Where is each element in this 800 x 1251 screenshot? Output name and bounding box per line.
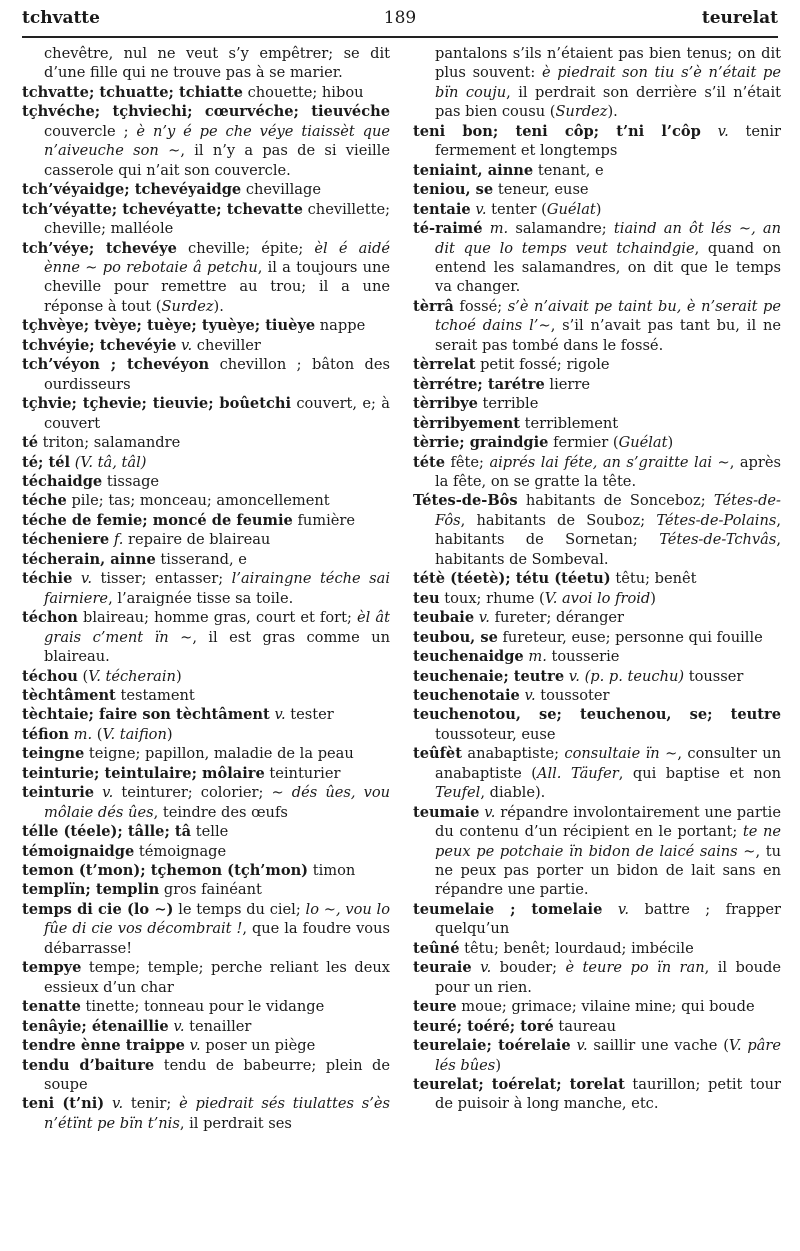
headword: teniaint, ainne bbox=[413, 161, 534, 179]
dictionary-entry bbox=[413, 453, 781, 492]
dictionary-entry bbox=[22, 1094, 390, 1133]
italic-text: v. bbox=[173, 1017, 185, 1035]
definition-text: tenir; bbox=[123, 1095, 180, 1113]
page-number: 189 bbox=[383, 8, 417, 28]
dictionary-entry bbox=[22, 783, 390, 822]
dictionary-entry bbox=[22, 1036, 390, 1055]
italic-text: è n’y é pe che véye tiaissèt que n’aiveuche son ∼ bbox=[44, 122, 390, 160]
headword: tèrrâ bbox=[413, 297, 454, 315]
dictionary-entry bbox=[413, 491, 781, 569]
headword: téche de femie; moncé de feumie bbox=[22, 511, 293, 529]
headword: tèrrelat bbox=[413, 356, 476, 374]
definition-text: cheviller bbox=[192, 336, 261, 354]
dictionary-entry bbox=[413, 122, 781, 161]
dictionary-entry bbox=[22, 316, 390, 335]
headword: téchon bbox=[22, 609, 78, 627]
definition-text: teinturer; colorier; bbox=[113, 784, 272, 802]
dictionary-entry bbox=[413, 608, 781, 627]
dictionary-entry bbox=[413, 744, 781, 802]
definition-text: habitants de Sonceboz; bbox=[517, 492, 714, 510]
dictionary-entry bbox=[413, 219, 781, 297]
italic-text: è piedrait sés tiulattes s’ès n’étïnt pe bïn t’nis bbox=[44, 1095, 390, 1132]
dictionary-entry bbox=[22, 491, 390, 510]
headword: teinturie; teintulaire; môlaire bbox=[22, 764, 265, 782]
headword: teniou, se bbox=[413, 181, 494, 199]
headword: tèrribyement bbox=[413, 414, 520, 432]
definition-text: tenir fermement et longtemps bbox=[435, 122, 782, 160]
definition-text: ( bbox=[92, 725, 103, 743]
definition-text: teigne; papillon, maladie de la peau bbox=[84, 745, 354, 763]
definition-text: taureau bbox=[553, 1017, 617, 1035]
definition-text: telle bbox=[191, 823, 229, 841]
headword: tèrrie; graindgie bbox=[413, 434, 549, 452]
dictionary-entry bbox=[413, 375, 781, 394]
dictionary-entry bbox=[22, 102, 390, 180]
dictionary-entry bbox=[413, 647, 781, 666]
definition-text: , il perdrait ses bbox=[179, 1114, 292, 1132]
definition-text: tisser; entasser; bbox=[92, 570, 232, 588]
definition-text bbox=[701, 123, 718, 140]
definition-text: , tu ne peux pas porter un bidon de lait sans en répandre une partie. bbox=[435, 842, 782, 899]
definition-text: couvercle ; bbox=[44, 122, 137, 140]
headword: tch’véyon ; tchevéyon bbox=[22, 356, 210, 374]
italic-text: è piedrait son tiu s’è n’était pe bïn couju bbox=[435, 64, 781, 101]
definition-text: , qui baptise et non bbox=[618, 764, 781, 782]
dictionary-entry bbox=[22, 394, 390, 433]
dictionary-entry bbox=[413, 394, 781, 413]
italic-text: V. taifion bbox=[102, 725, 167, 743]
definition-text: , s’il n’avait pas tant bu, il ne serait pas tombé dans le fossé. bbox=[435, 317, 781, 354]
definition-text: triton; salamandre bbox=[38, 434, 181, 452]
definition-text: bouder; bbox=[491, 959, 566, 977]
definition-text: fumière bbox=[292, 511, 356, 529]
italic-text: Guélat bbox=[546, 200, 596, 218]
headword: teni bon; teni côp; t’ni l’côp bbox=[413, 122, 701, 140]
dictionary-entry bbox=[22, 453, 390, 472]
italic-text: v. bbox=[484, 803, 496, 821]
dictionary-entry bbox=[22, 200, 390, 239]
definition-text: ) bbox=[650, 589, 656, 607]
headword: teuchenotou, se; teuchenou, se; teutre bbox=[413, 706, 781, 724]
headword: tempye bbox=[22, 959, 82, 977]
dictionary-entry bbox=[413, 939, 781, 958]
definition-text: , habitants de Sornetan; bbox=[435, 511, 781, 549]
headword: teuchenaidge bbox=[413, 648, 524, 666]
headword: teumaie bbox=[413, 803, 480, 821]
italic-text: Teufel bbox=[435, 784, 481, 802]
definition-text: chevillage bbox=[241, 181, 321, 199]
italic-text: V. pâre lés bûes bbox=[435, 1037, 782, 1074]
headword: té-raimé bbox=[413, 220, 483, 238]
definition-text: répandre involontairement une partie du contenu d’un récipient en le portant; bbox=[435, 803, 781, 841]
dictionary-entry bbox=[22, 83, 390, 102]
definition-text: , teindre des œufs bbox=[153, 803, 288, 821]
headword: tendre ènne traippe bbox=[22, 1037, 185, 1055]
definition-text: chevillette; cheville; malléole bbox=[44, 200, 390, 238]
definition-text: ( bbox=[77, 667, 89, 685]
definition-text: poser un piège bbox=[200, 1037, 316, 1055]
definition-text: chevêtre, nul ne veut s’y empêtrer; se dit d’une fille qui ne trouve pas à se marier. bbox=[44, 45, 390, 82]
definition-text: gros fainéant bbox=[159, 881, 262, 899]
italic-text: v. bbox=[478, 609, 490, 627]
italic-text: v. bbox=[475, 200, 487, 218]
headword: teuré; toéré; toré bbox=[413, 1017, 554, 1035]
headword: téchou bbox=[22, 667, 78, 685]
italic-text: m. bbox=[489, 220, 509, 238]
italic-text: v. bbox=[102, 784, 114, 802]
dictionary-entry bbox=[22, 180, 390, 199]
definition-text: timon bbox=[308, 862, 356, 880]
italic-text: Surdez bbox=[161, 297, 214, 315]
definition-text: teinturier bbox=[264, 764, 341, 782]
dictionary-entry bbox=[413, 997, 781, 1016]
definition-text: moue; grimace; vilaine mine; qui boude bbox=[456, 998, 755, 1016]
dictionary-entry bbox=[413, 1036, 781, 1075]
header-rule bbox=[22, 36, 778, 38]
headword: tchvéyie; tchevéyie bbox=[22, 336, 177, 354]
italic-text: Tétes-de-Polains bbox=[656, 511, 777, 529]
italic-text: v. bbox=[524, 686, 536, 704]
dictionary-entry bbox=[413, 589, 781, 608]
definition-text bbox=[472, 959, 480, 976]
dictionary-entry bbox=[413, 355, 781, 374]
dictionary-entry bbox=[413, 667, 781, 686]
headword: teure bbox=[413, 998, 457, 1016]
headword: teuchenotaie bbox=[413, 686, 520, 704]
italic-text: v. bbox=[576, 1037, 588, 1055]
definition-text: , il boude pour un rien. bbox=[435, 959, 781, 996]
italic-text: v. (p. p. teuchu) bbox=[568, 667, 685, 685]
headword: tèrrétre; tarétre bbox=[413, 375, 545, 393]
dictionary-entry bbox=[22, 1056, 390, 1095]
definition-text: salamandre; bbox=[508, 220, 614, 238]
italic-text: v. bbox=[717, 122, 729, 140]
headword: tèchtâment bbox=[22, 686, 116, 704]
definition-text: repaire de blaireau bbox=[123, 531, 271, 549]
headword: téchaidge bbox=[22, 472, 103, 490]
dictionary-entry bbox=[22, 239, 390, 317]
headword: té; tél bbox=[22, 453, 71, 471]
definition-text: battre ; frapper quelqu’un bbox=[435, 900, 782, 938]
italic-text: èl ât grais c’ment ïn ∼ bbox=[44, 609, 390, 646]
italic-text: v. bbox=[617, 900, 629, 918]
dictionary-entry bbox=[22, 1017, 390, 1036]
definition-text: tenailler bbox=[184, 1017, 252, 1035]
italic-text: v. bbox=[480, 959, 492, 977]
dictionary-entry bbox=[22, 958, 390, 997]
italic-text: Tétes-de-Fôs bbox=[435, 492, 781, 529]
definition-text: tenant, e bbox=[533, 161, 604, 179]
definition-text: toussoteur, euse bbox=[435, 725, 556, 743]
italic-text: m. bbox=[73, 725, 93, 743]
definition-text: , habitants de Souboz; bbox=[460, 511, 657, 529]
dictionary-entry bbox=[413, 1017, 781, 1036]
dictionary-entry bbox=[413, 686, 781, 705]
dictionary-entry bbox=[413, 297, 781, 355]
dictionary-entry bbox=[22, 764, 390, 783]
definition-text: testament bbox=[115, 686, 195, 704]
dictionary-entry bbox=[413, 200, 781, 219]
italic-text: Guélat bbox=[618, 434, 668, 452]
definition-text: fermier ( bbox=[548, 434, 619, 452]
definition-text: pile; tas; monceau; amoncellement bbox=[66, 492, 330, 510]
dictionary-entry bbox=[22, 725, 390, 744]
dictionary-entry bbox=[22, 744, 390, 763]
italic-text: lo ∼, vou lo fûe di cie vos décombrait ! bbox=[44, 900, 390, 938]
headword: teurelaie; toérelaie bbox=[413, 1037, 571, 1055]
headword: teu bbox=[413, 589, 440, 607]
headword: tentaie bbox=[413, 200, 471, 218]
headword: tçhvèye; tvèye; tuèye; tyuèye; tiuèye bbox=[22, 317, 316, 335]
headword: teingne bbox=[22, 745, 85, 763]
italic-text: èl é aidé ènne ∼ po rebotaie â petchu bbox=[44, 239, 390, 276]
dictionary-entry bbox=[413, 569, 781, 588]
dictionary-entry bbox=[22, 530, 390, 549]
dictionary-entry bbox=[22, 822, 390, 841]
definition-text: fête; bbox=[445, 453, 490, 471]
italic-text: V. avoi lo froid bbox=[544, 589, 651, 607]
headword: tèrribye bbox=[413, 395, 478, 413]
definition-text: ) bbox=[595, 200, 602, 218]
definition-text: tisserand, e bbox=[155, 550, 247, 568]
italic-text: Surdez bbox=[555, 103, 608, 121]
italic-text: V. técherain bbox=[88, 667, 176, 685]
dictionary-entry bbox=[22, 355, 390, 394]
definition-text: , que la foudre vous débarrasse! bbox=[44, 920, 390, 957]
headword: teni (t’ni) bbox=[22, 1095, 105, 1113]
dictionary-entry bbox=[22, 880, 390, 899]
headword: témoignaidge bbox=[22, 842, 135, 860]
definition-text: chevillon ; bâton des ourdisseurs bbox=[44, 356, 390, 393]
italic-text: aiprés lai féte, an s’graitte lai ∼ bbox=[489, 453, 730, 471]
definition-text: toussoter bbox=[535, 686, 610, 704]
headword: tchvatte; tchuatte; tchiatte bbox=[22, 83, 243, 101]
definition-text: , consulter un anabaptiste ( bbox=[435, 745, 782, 782]
header-last-headword: teurelat bbox=[701, 8, 778, 28]
italic-text: m. bbox=[528, 648, 547, 666]
definition-text bbox=[72, 570, 81, 587]
headword: tch’véyatte; tchevéyatte; tchevatte bbox=[22, 200, 303, 218]
dictionary-entry bbox=[413, 705, 781, 744]
definition-text: taurillon; petit tour de puisoir à long manche, etc. bbox=[435, 1076, 781, 1113]
dictionary-entry bbox=[22, 550, 390, 569]
italic-text: v. bbox=[181, 336, 193, 354]
definition-text: saillir une vache ( bbox=[587, 1037, 729, 1055]
definition-text: tendu de babeurre; plein de soupe bbox=[44, 1056, 390, 1094]
headword: teumelaie ; tomelaie bbox=[413, 900, 603, 918]
definition-text: anabaptiste; bbox=[461, 745, 565, 763]
italic-text: Tétes-de-Tchvâs bbox=[659, 531, 777, 549]
italic-text: All. Täufer bbox=[536, 764, 619, 782]
definition-text bbox=[602, 901, 617, 918]
dictionary-entry bbox=[22, 900, 390, 958]
dictionary-entry bbox=[22, 511, 390, 530]
dictionary-entry bbox=[22, 686, 390, 705]
headword: temon (t’mon); tçhemon (tçh’mon) bbox=[22, 862, 309, 880]
definition-text: tempe; temple; perche reliant les deux essieux d’un char bbox=[44, 959, 390, 996]
headword: teûfèt bbox=[413, 745, 462, 763]
dictionary-entry bbox=[22, 569, 390, 608]
italic-text: v. bbox=[274, 706, 286, 724]
italic-text: f. bbox=[113, 531, 124, 549]
dictionary-entry bbox=[413, 161, 781, 180]
definition-text: , il a toujours une cheville pour remettre au trou; il a une réponse à tout ( bbox=[44, 258, 391, 315]
headword: tenatte bbox=[22, 998, 81, 1016]
definition-text: ). bbox=[607, 103, 618, 121]
definition-text: tousser bbox=[684, 667, 744, 685]
definition-text: terriblement bbox=[520, 414, 619, 432]
dictionary-entry-continuation bbox=[22, 44, 390, 83]
headword: teinturie bbox=[22, 784, 95, 802]
dictionary-entry bbox=[413, 1075, 781, 1114]
definition-text bbox=[94, 784, 102, 801]
definition-text: nappe bbox=[315, 317, 366, 335]
definition-text: , il n’y a pas de si vieille casserole qui n’ait son couvercle. bbox=[44, 142, 390, 179]
italic-text: ∼ dés ûes, vou môlaie dés ûes bbox=[44, 784, 391, 821]
definition-text: tinette; tonneau pour le vidange bbox=[80, 998, 325, 1016]
definition-text: le temps du ciel; bbox=[173, 900, 306, 918]
definition-text: têtu; benêt; lourdaud; imbécile bbox=[459, 939, 694, 957]
headword: templïn; templin bbox=[22, 881, 160, 899]
headword: teûné bbox=[413, 939, 460, 957]
headword: télle (téele); tâlle; tâ bbox=[22, 823, 192, 841]
definition-text: têtu; benêt bbox=[610, 570, 697, 588]
italic-text: v. bbox=[189, 1037, 201, 1055]
left-column bbox=[22, 44, 390, 1133]
headword: temps di cie (lo ∼) bbox=[22, 900, 174, 918]
headword: tétè (téetè); tétu (téetu) bbox=[413, 570, 611, 588]
definition-text: tenter ( bbox=[486, 200, 547, 218]
headword: teubou, se bbox=[413, 628, 498, 646]
definition-text bbox=[104, 1095, 112, 1112]
definition-text: chouette; hibou bbox=[242, 83, 364, 101]
dictionary-entry bbox=[413, 900, 781, 939]
definition-text: témoignage bbox=[134, 842, 227, 860]
definition-text: , il est gras comme un blaireau. bbox=[44, 628, 390, 666]
definition-text: , quand on entend les salamandres, on dit que le temps va changer. bbox=[435, 239, 781, 296]
headword: tèchtaie; faire son tèchtâment bbox=[22, 706, 270, 724]
headword: técherain, ainne bbox=[22, 550, 156, 568]
definition-text: ) bbox=[166, 725, 173, 743]
definition-text: tousserie bbox=[546, 648, 620, 666]
dictionary-entry bbox=[22, 842, 390, 861]
definition-text: terrible bbox=[477, 395, 539, 413]
right-column bbox=[413, 44, 781, 1114]
dictionary-entry bbox=[413, 958, 781, 997]
definition-text: teneur, euse bbox=[493, 181, 589, 199]
definition-text: ) bbox=[175, 667, 182, 685]
dictionary-entry bbox=[22, 472, 390, 491]
definition-text: couvert, e; à couvert bbox=[44, 395, 390, 432]
headword: teuchenaie; teutre bbox=[413, 667, 565, 685]
running-header bbox=[22, 8, 778, 38]
definition-text: , diable). bbox=[480, 784, 546, 802]
dictionary-entry bbox=[22, 608, 390, 666]
headword: tenâyie; étenaillie bbox=[22, 1017, 169, 1035]
headword: téchie bbox=[22, 570, 73, 588]
headword: tçhvie; tçhevie; tieuvie; boûetchi bbox=[22, 395, 291, 413]
definition-text: toux; rhume ( bbox=[439, 589, 545, 607]
headword: té bbox=[22, 434, 39, 452]
definition-text bbox=[483, 220, 490, 237]
definition-text: , il perdrait son derrière s’il n’était pas bien cousu ( bbox=[435, 83, 781, 121]
dictionary-entry bbox=[413, 180, 781, 199]
definition-text: ) bbox=[667, 434, 674, 452]
headword: tch’véye; tchevéye bbox=[22, 239, 177, 257]
italic-text: v. bbox=[111, 1095, 124, 1113]
definition-text: cheville; épite; bbox=[176, 239, 315, 257]
dictionary-entry bbox=[413, 803, 781, 900]
dictionary-entry bbox=[413, 414, 781, 433]
definition-text: , après la fête, on se gratte la tête. bbox=[435, 453, 781, 490]
definition-text: blaireau; homme gras, court et fort; bbox=[77, 609, 357, 627]
dictionary-entry bbox=[413, 628, 781, 647]
headword: tçhvéche; tçhviechi; cœurvéche; tieuvéche bbox=[22, 103, 390, 121]
definition-text: ) bbox=[495, 1056, 502, 1074]
dictionary-entry bbox=[22, 705, 390, 724]
headword: teuraie bbox=[413, 959, 472, 977]
italic-text: v. bbox=[80, 570, 93, 588]
dictionary-entry bbox=[22, 667, 390, 686]
header-first-headword: tchvatte bbox=[22, 8, 100, 28]
italic-text: tiaind an ôt lés ∼, an dit que lo temps veut tchaindgie bbox=[435, 220, 781, 257]
definition-text: petit fossé; rigole bbox=[475, 356, 610, 374]
dictionary-entry-continuation bbox=[413, 44, 781, 122]
headword: tendu d’baiture bbox=[22, 1056, 155, 1074]
definition-text: ). bbox=[213, 297, 224, 315]
headword: teubaie bbox=[413, 609, 475, 627]
definition-text: , habitants de Sombeval. bbox=[435, 531, 781, 568]
definition-text: pantalons s’ils n’étaient pas bien tenus; on dit plus souvent: bbox=[435, 45, 781, 82]
headword: tch’véyaidge; tchevéyaidge bbox=[22, 181, 242, 199]
dictionary-entry bbox=[22, 997, 390, 1016]
italic-text: è teure po ïn ran bbox=[565, 959, 705, 977]
dictionary-entry bbox=[22, 433, 390, 452]
definition-text: fureteur, euse; personne qui fouille bbox=[497, 628, 763, 646]
italic-text: (V. tâ, tâl) bbox=[74, 453, 147, 471]
headword: téfion bbox=[22, 725, 69, 743]
definition-text: , l’araignée tisse sa toile. bbox=[108, 589, 294, 607]
definition-text: tester bbox=[285, 706, 334, 724]
dictionary-entry bbox=[413, 433, 781, 452]
headword: téte bbox=[413, 453, 446, 471]
headword: Tétes-de-Bôs bbox=[413, 492, 518, 510]
italic-text: s’è n’aivait pe taint bu, è n’serait pe tchoé dains l’∼ bbox=[435, 297, 781, 335]
headword: teurelat; toérelat; torelat bbox=[413, 1076, 625, 1094]
definition-text: tissage bbox=[102, 472, 160, 490]
dictionary-entry bbox=[22, 861, 390, 880]
italic-text: l’airaingne téche sai fairniere bbox=[44, 570, 391, 607]
definition-text: fossé; bbox=[453, 297, 508, 315]
italic-text: te ne peux pe potchaie ïn bidon de laicé sains ∼ bbox=[435, 823, 782, 860]
italic-text: consultaie ïn ∼ bbox=[564, 745, 678, 763]
headword: técheniere bbox=[22, 531, 110, 549]
definition-text: fureter; déranger bbox=[489, 609, 625, 627]
dictionary-entry bbox=[22, 336, 390, 355]
definition-text: lierre bbox=[544, 375, 590, 393]
headword: téche bbox=[22, 492, 67, 510]
